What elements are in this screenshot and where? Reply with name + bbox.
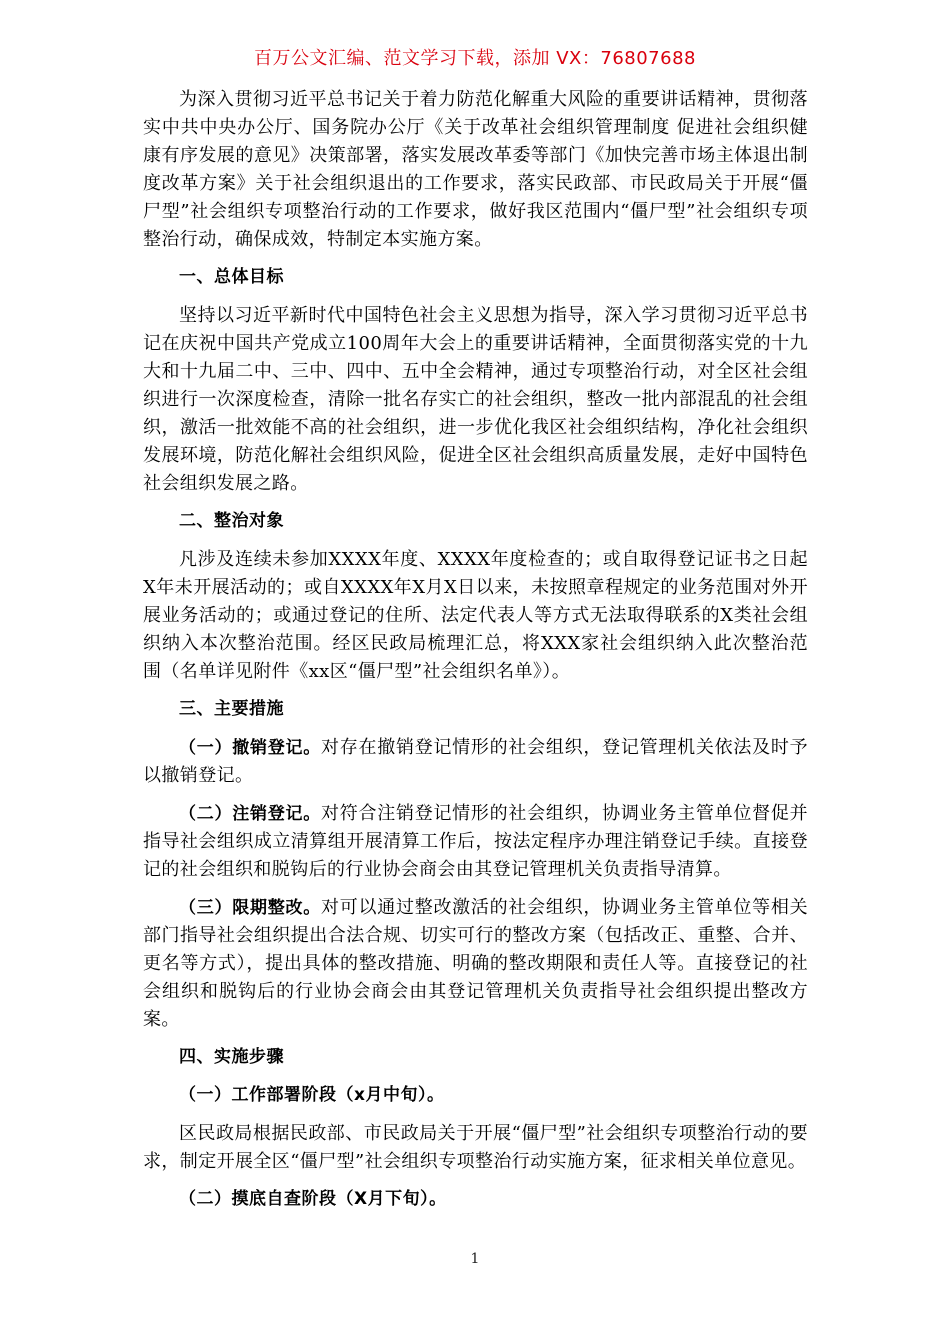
section-heading-implementation-steps: 四、实施步骤 — [179, 1047, 284, 1067]
step-title-self-check: （二）摸底自查阶段（X月下旬）。 — [179, 1189, 447, 1209]
intro-paragraph: 为深入贯彻习近平总书记关于着力防范化解重大风险的重要讲话精神，贯彻落实中共中央办公厅、国务院办公厅《关于改革社会组织管理制度 促进社会组织健康有序发展的意见》决策部署，落实发展改革委等部门《加快完善市场主体退出制度改革方案》关于社会组织退出的工作要求，落实民政部、市民政局关于开展“僵尸型”社会组织专项整治行动的工作要求，做好我区范围内“僵尸型”社会组织专项整治行动，确保成效，特制定本实施方案。 — [143, 89, 808, 250]
section-heading-overall-goal: 一、总体目标 — [179, 267, 284, 287]
promo-banner: 百万公文汇编、范文学习下载，添加 VX：76807688 — [254, 48, 696, 69]
step-body-deployment: 区民政局根据民政部、市民政局关于开展“僵尸型”社会组织专项整治行动的要求，制定开展全区“僵尸型”社会组织专项整治行动实施方案，征求相关单位意见。 — [143, 1123, 808, 1172]
section-heading-targets: 二、整治对象 — [179, 511, 284, 531]
step-title-deployment: （一）工作部署阶段（x月中旬）。 — [179, 1085, 445, 1105]
measure-paragraph-deregister — [143, 800, 808, 884]
section-body-targets: 凡涉及连续未参加XXXX年度、XXXX年度检查的；或自取得登记证书之日起X年未开展活动的；或自XXXX年X月X日以来，未按照章程规定的业务范围对外开展业务活动的；或通过登记的住所、法定代表人等方式无法取得联系的X类社会组织纳入本次整治范围。经区民政局梳理汇总，将XXX家社会组织纳入此次整治范围（名单详见附件《xx区“僵尸型”社会组织名单》）。 — [143, 549, 808, 682]
section-heading-main-measures: 三、主要措施 — [179, 699, 284, 719]
measure-title-revoke: （一）撤销登记。 — [179, 738, 321, 758]
page-number: 1 — [470, 1251, 480, 1267]
document-body — [143, 86, 808, 1224]
measure-paragraph-revoke — [143, 734, 808, 790]
section-body-overall-goal: 坚持以习近平新时代中国特色社会主义思想为指导，深入学习贯彻习近平总书记在庆祝中国共产党成立100周年大会上的重要讲话精神，全面贯彻落实党的十九大和十九届二中、三中、四中、五中全会精神，通过专项整治行动，对全区社会组织进行一次深度检查，清除一批名存实亡的社会组织，整改一批内部混乱的社会组织，激活一批效能不高的社会组织，进一步优化我区社会组织结构，净化社会组织发展环境，防范化解社会组织风险，促进全区社会组织高质量发展，走好中国特色社会组织发展之路。 — [143, 305, 808, 494]
measure-body-deregister: 对符合注销登记情形的社会组织，协调业务主管单位督促并指导社会组织成立清算组开展清算工作后，按法定程序办理注销登记手续。直接登记的社会组织和脱钩后的行业协会商会由其登记管理机关负责指导清算。 — [143, 803, 808, 880]
measure-title-rectify: （三）限期整改。 — [179, 898, 321, 918]
measure-title-deregister: （二）注销登记。 — [179, 804, 321, 824]
measure-paragraph-rectify — [143, 894, 808, 1034]
measure-body-rectify: 对可以通过整改激活的社会组织，协调业务主管单位等相关部门指导社会组织提出合法合规、切实可行的整改方案（包括改正、重整、合并、更名等方式），提出具体的整改措施、明确的整改期限和责任人等。直接登记的社会组织和脱钩后的行业协会商会由其登记管理机关负责指导社会组织提出整改方案。 — [143, 897, 808, 1030]
measure-body-revoke: 对存在撤销登记情形的社会组织，登记管理机关依法及时予以撤销登记。 — [143, 737, 808, 786]
